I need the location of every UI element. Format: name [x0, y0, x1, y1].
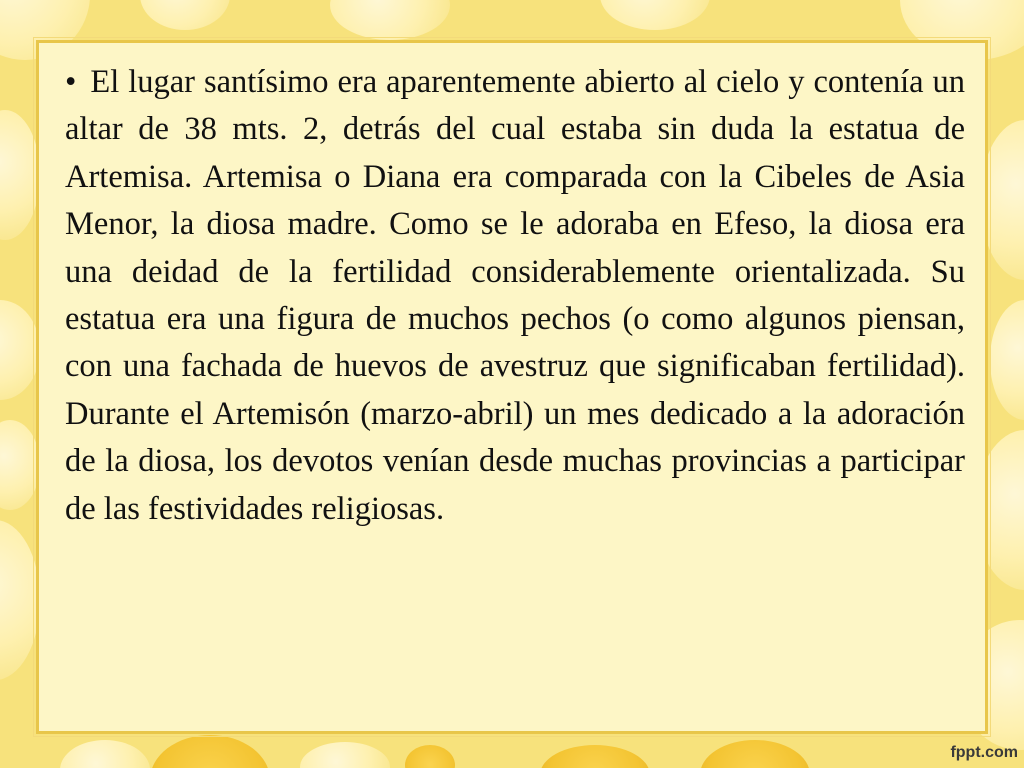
background-circle — [140, 0, 230, 30]
slide-paragraph — [65, 59, 965, 533]
paragraph-text: El lugar santísimo era aparentemente abierto al cielo y contenía un altar de 38 mts. 2, detrás del cual estaba sin duda la estatua de Artemisa. Artemisa o Diana era comparada con la Cibeles de Asia Menor, la diosa madre. Como se le adoraba en Efeso, la diosa era una deidad de la fertilidad considerablemente orientalizada. Su estatua era una figura de muchos pechos (o como algunos piensan, con una fachada de huevos de avestruz que significaban fertilidad). Durante el Artemisón (marzo-abril) un mes dedicado a la adoración de la diosa, los devotos venían desde muchas provincias a participar de las festividades religiosas. — [65, 64, 965, 527]
background-circle — [540, 745, 650, 768]
background-circle — [0, 300, 40, 400]
background-circle — [330, 0, 450, 40]
background-circle — [0, 420, 40, 510]
background-circle — [60, 740, 150, 768]
background-circle — [700, 740, 810, 768]
background-circle — [405, 745, 455, 768]
background-circle — [600, 0, 710, 30]
bullet-marker: • — [65, 64, 77, 100]
content-panel — [36, 40, 988, 734]
background-circle — [0, 110, 40, 240]
background-circle — [0, 520, 40, 680]
brand-watermark: fppt.com — [950, 744, 1018, 761]
background-circle — [990, 300, 1024, 420]
background-circle — [150, 735, 270, 768]
background-circle — [300, 742, 390, 768]
